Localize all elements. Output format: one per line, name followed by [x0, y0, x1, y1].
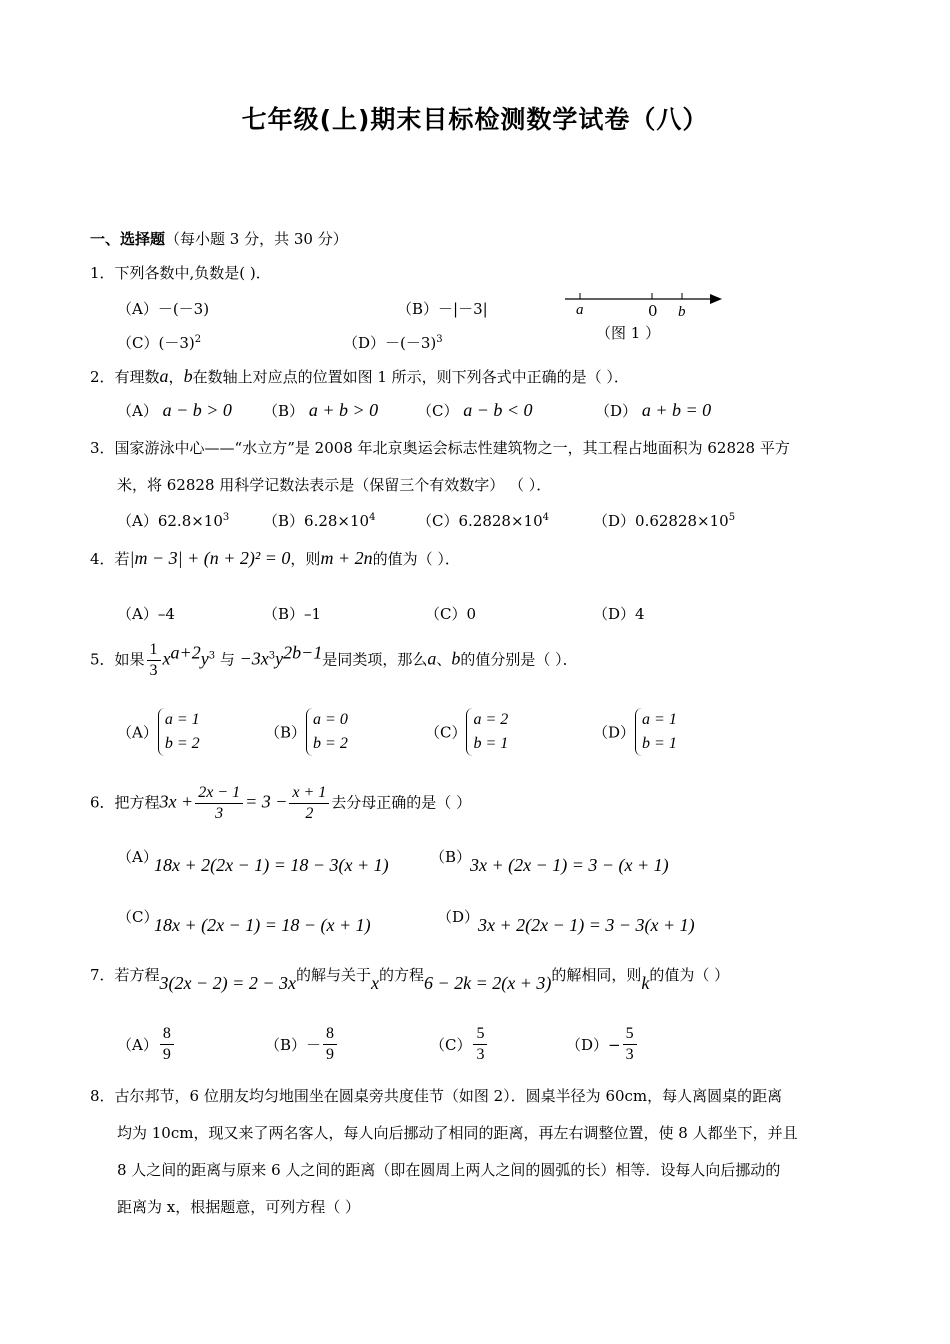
q2-option-a-label: （A）	[117, 402, 158, 420]
q5-option-a-line1: a = 1	[164, 711, 200, 728]
q4-mid: ，则	[290, 550, 321, 568]
section-heading	[90, 228, 348, 249]
q5-option-b-system	[306, 708, 348, 756]
q4-option-a: （A）–4	[117, 605, 175, 623]
q3-option-b-text: （B）6.28×10	[263, 512, 370, 530]
q7-option-c-fraction	[473, 1024, 487, 1065]
q5-option-a	[117, 708, 200, 756]
q4-post: 的值为（ ）．	[372, 550, 460, 568]
section-note: （每小题 3 分，共 30 分）	[165, 230, 348, 248]
q7-option-d-label: （D）−	[566, 1036, 621, 1054]
q1-option-d-text: （D）－(－3)	[343, 334, 437, 352]
q3-option-d	[593, 510, 735, 531]
q1-option-a: （A）－(－3)	[117, 300, 210, 318]
q5-term2-y: y	[275, 648, 284, 669]
q7-option-d-num: 5	[623, 1024, 637, 1045]
q5-term2-x-exp: 3	[268, 650, 276, 662]
q6-option-a-label: （A）	[117, 848, 158, 866]
q3-option-a-sup: 3	[222, 512, 230, 523]
q7-option-a-den: 9	[162, 1046, 171, 1063]
q5-fraction	[147, 640, 161, 681]
q6-option-b: 3x + (2x − 1) = 3 − (x + 1)	[470, 855, 669, 875]
q3-option-b-sup: 4	[369, 512, 376, 523]
q6-fraction-2	[289, 783, 329, 824]
label-zero: 0	[648, 302, 658, 320]
q7-var-x: x	[370, 973, 379, 993]
q6-post: 去分母正确的是（ ）	[331, 793, 472, 812]
q2-var-b: b	[183, 366, 193, 386]
q5-option-b-line2: b = 2	[313, 735, 348, 752]
q7-option-a-fraction	[160, 1024, 174, 1065]
q5-option-d-label: （D）	[593, 723, 636, 742]
q7-equation-1: 3(2x − 2) = 2 − 3x	[159, 973, 296, 993]
q5-option-a-line2: b = 2	[164, 735, 200, 752]
q7-option-d-den: 3	[625, 1046, 634, 1063]
q3-option-d-text: （D）0.62828×10	[593, 512, 729, 530]
q7-mid1: 的解与关于	[295, 966, 371, 984]
q1-option-c-text: （C）(－3)	[117, 334, 195, 352]
q3-option-c	[417, 510, 549, 531]
q5-fraction-den: 3	[149, 662, 158, 679]
q3-option-a	[117, 510, 229, 531]
q1-option-c-sup: 2	[194, 334, 202, 345]
q3-option-c-sup: 4	[542, 512, 549, 523]
q6-pre: 6．把方程	[90, 793, 160, 812]
q4-option-d: （D）4	[593, 605, 645, 623]
q7-option-a	[117, 1024, 176, 1065]
q1-stem: 1．下列各数中,负数是( )．	[90, 264, 271, 282]
q5-term1-x-exp: a+2	[170, 642, 201, 663]
q6-option-a: 18x + 2(2x − 1) = 18 − 3(x + 1)	[154, 855, 389, 875]
section-title: 一、选择题	[90, 230, 166, 248]
q5-term1-x: x	[162, 648, 171, 669]
q3-line-2: 米，将 62828 用科学记数法表示是（保留三个有效数字） （ ）．	[117, 476, 552, 494]
q8-line-2: 均为 10cm，现又来了两名客人，每人向后挪动了相同的距离，再左右调整位置，使 8 人都坐下，并且	[117, 1124, 798, 1142]
q5-term1-y: y	[200, 648, 209, 669]
number-line-arrow	[710, 294, 722, 304]
q2-var-a: a	[159, 366, 169, 386]
q7-option-d-fraction	[623, 1024, 637, 1065]
q5-option-a-label: （A）	[117, 723, 158, 742]
q5-option-c-line1: a = 2	[473, 711, 509, 728]
q7-option-c-num: 5	[473, 1024, 487, 1045]
q2-option-c	[417, 400, 533, 421]
q7-var-k: k	[641, 973, 650, 993]
q5-option-b-line1: a = 0	[313, 711, 348, 728]
q2-option-c-label: （C）	[417, 402, 459, 420]
q6-fraction-2-den: 2	[305, 805, 314, 822]
q2-option-a-expr: a − b > 0	[162, 400, 232, 420]
q8-line-3: 8 人之间的距离与原来 6 人之间的距离（即在圆周上两人之间的圆弧的长）相等．设每人向后挪动的	[117, 1161, 781, 1179]
q5-option-a-system	[158, 708, 200, 756]
q5-option-d	[593, 708, 677, 756]
q6-fraction-1	[195, 783, 243, 824]
q7-option-c-label: （C）	[430, 1036, 472, 1054]
q6-option-d: 3x + 2(2x − 1) = 3 − 3(x + 1)	[478, 915, 695, 935]
q6-option-c-label: （C）	[117, 908, 159, 926]
q2-option-d-label: （D）	[595, 402, 638, 420]
q5-var-b: b	[451, 648, 461, 669]
q7-option-a-num: 8	[160, 1024, 174, 1045]
q2-option-d	[595, 400, 711, 421]
q5-term2-x: −3x	[239, 648, 269, 669]
q2-option-b-expr: a + b > 0	[308, 400, 379, 420]
label-a: a	[576, 302, 584, 318]
q7-post: 的值为（ ）	[649, 966, 730, 984]
q2-stem-pre: 2．有理数	[90, 368, 160, 386]
q5-option-c-system	[466, 708, 508, 756]
q8-line-1: 8．古尔邦节，6 位朋友均匀地围坐在圆桌旁共度佳节（如图 2）．圆桌半径为 60cm，每人离圆桌的距离	[90, 1087, 783, 1105]
q3-option-b	[263, 510, 375, 531]
q2-option-a	[117, 400, 232, 421]
q2-option-b	[263, 400, 378, 421]
q5-option-d-system	[635, 708, 677, 756]
q5-pre: 5．如果	[90, 650, 145, 669]
q8-line-4: 距离为 x，根据题意，可列方程（ ）	[117, 1198, 360, 1216]
q7-pre: 7．若方程	[90, 966, 160, 984]
q6-option-c: 18x + (2x − 1) = 18 − (x + 1)	[154, 915, 371, 935]
q4-stem	[90, 548, 460, 569]
q6-option-d-label: （D）	[437, 908, 480, 926]
q7-option-c-den: 3	[476, 1046, 485, 1063]
q5-fraction-num: 1	[147, 640, 161, 661]
q5-option-c	[425, 708, 508, 756]
q3-option-d-sup: 5	[728, 512, 736, 523]
q5-stem	[90, 640, 578, 681]
q5-var-a: a	[427, 648, 437, 669]
q3-line-1: 3．国家游泳中心——“水立方”是 2008 年北京奥运会标志性建筑物之一，其工程占地面积为 62828 平方	[90, 439, 790, 457]
label-b: b	[678, 304, 686, 320]
q4-option-c: （C）0	[425, 605, 477, 623]
q2-option-d-expr: a + b = 0	[641, 400, 712, 420]
q6-term1: 3x +	[159, 791, 194, 812]
q6-option-b-label: （B）	[430, 848, 472, 866]
q7-stem	[90, 964, 730, 993]
q7-mid2: 的方程	[378, 966, 424, 984]
q7-equation-2: 6 − 2k = 2(x + 3)	[423, 973, 552, 993]
q7-option-a-label: （A）	[117, 1036, 158, 1054]
q1-option-d-sup: 3	[436, 334, 443, 345]
q5-option-c-line2: b = 1	[473, 735, 509, 752]
q3-option-a-text: （A）62.8×10	[117, 512, 223, 530]
q1-option-d	[343, 332, 443, 353]
q5-term2-y-exp: 2b−1	[283, 642, 323, 663]
q2-stem	[90, 366, 629, 387]
q7-option-d	[566, 1024, 639, 1065]
q3-option-c-text: （C）6.2828×10	[417, 512, 543, 530]
q7-option-b-fraction	[323, 1024, 337, 1065]
q7-option-b-den: 9	[326, 1046, 335, 1063]
q6-stem	[90, 783, 471, 824]
q5-option-b	[265, 708, 348, 756]
q5-option-c-label: （C）	[425, 723, 467, 742]
q5-mid: 与	[219, 650, 235, 669]
q6-fraction-1-den: 3	[215, 805, 224, 822]
q5-sep: 、	[436, 650, 452, 669]
q2-option-c-expr: a − b < 0	[463, 400, 533, 420]
q5-option-b-label: （B）	[265, 723, 307, 742]
q4-option-b: （B）–1	[263, 605, 322, 623]
q7-option-b-label: （B）－	[265, 1036, 322, 1054]
q5-term1-y-exp: 3	[208, 650, 216, 662]
q5-option-d-line1: a = 1	[642, 711, 677, 728]
q7-option-b-num: 8	[323, 1024, 337, 1045]
page-title: 七年级(上)期末目标检测数学试卷（八）	[241, 105, 709, 134]
q2-comma: ，	[168, 368, 184, 386]
q4-pre: 4．若	[90, 550, 130, 568]
q2-option-b-label: （B）	[263, 402, 305, 420]
q7-option-c	[430, 1024, 489, 1065]
q7-mid3: 的解相同，则	[551, 966, 642, 984]
q5-post2: 的值分别是（ ）．	[460, 650, 578, 669]
number-line-figure	[560, 288, 730, 320]
q6-fraction-1-num: 2x − 1	[195, 783, 243, 804]
q1-option-b: （B）－|－3|	[397, 300, 488, 318]
q1-option-c	[117, 332, 201, 353]
q2-stem-post: 在数轴上对应点的位置如图 1 所示，则下列各式中正确的是（ ）．	[192, 368, 629, 386]
figure-1-caption: （图 1 ）	[596, 324, 661, 342]
q5-option-d-line2: b = 1	[642, 735, 677, 752]
q6-term2: = 3 −	[245, 791, 288, 812]
q5-post1: 是同类项，那么	[322, 650, 428, 669]
q4-equation: |m − 3| + (n + 2)² = 0	[129, 548, 291, 568]
q7-option-b	[265, 1024, 339, 1065]
q6-fraction-2-num: x + 1	[289, 783, 329, 804]
q4-expression: m + 2n	[320, 548, 373, 568]
